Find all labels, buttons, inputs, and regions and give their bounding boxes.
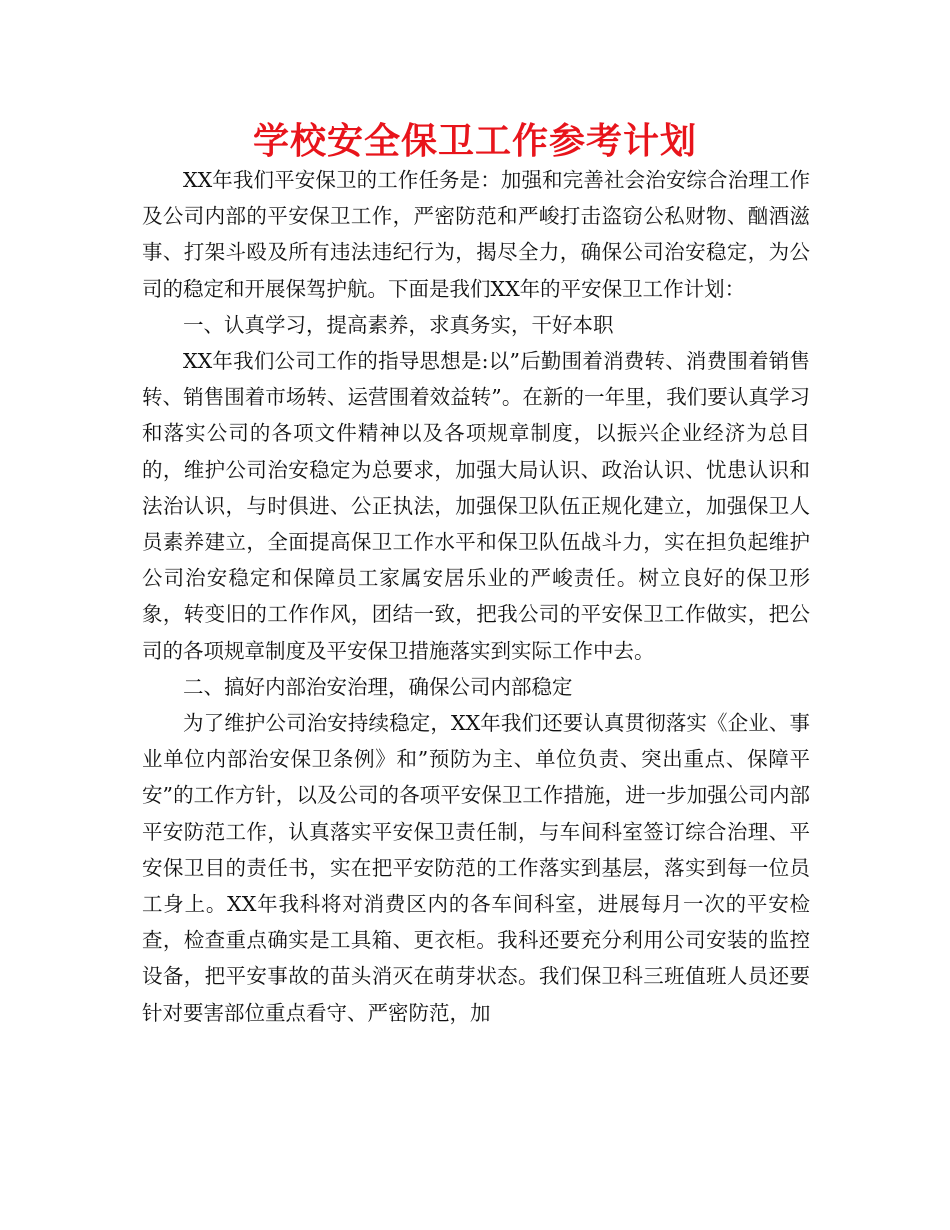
paragraph-intro: XX年我们平安保卫的工作任务是：加强和完善社会治安综合治理工作及公司内部的平安保卫工作，严密防范和严峻打击盗窃公私财物、酗酒滋事、打架斗殴及所有违法违纪行为，揭尽全力，确保公司治安稳定，为公司的稳定和开展保驾护航。下面是我们XX年的平安保卫工作计划： <box>142 168 810 301</box>
document-title: 学校安全保卫工作参考计划 <box>252 121 697 162</box>
section-heading-2: 二、搞好内部治安治理，确保公司内部稳定 <box>183 674 573 699</box>
section-heading-1: 一、认真学习，提高素养，求真务实，干好本职 <box>183 312 614 337</box>
paragraph-section-1: XX年我们公司工作的指导思想是:以”后勤围着消费转、消费围着销售转、销售围着市场转、运营围着效益转”。在新的一年里，我们要认真学习和落实公司的各项文件精神以及各项规章制度，以振兴企业经济为总目的，维护公司治安稳定为总要求，加强大局认识、政治认识、忧患认识和法治认识，与时俱进、公正执法，加强保卫队伍正规化建立，加强保卫人员素养建立，全面提高保卫工作水平和保卫队伍战斗力，实在担负起维护公司治安稳定和保障员工家属安居乐业的严峻责任。树立良好的保卫形象，转变旧的工作作风，团结一致，把我公司的平安保卫工作做实，把公司的各项规章制度及平安保卫措施落实到实际工作中去。 <box>142 349 810 663</box>
document-body <box>142 162 810 1031</box>
paragraph-section-2: 为了维护公司治安持续稳定，XX年我们还要认真贯彻落实《企业、事业单位内部治安保卫条例》和”预防为主、单位负责、突出重点、保障平安”的工作方针，以及公司的各项平安保卫工作措施，进一步加强公司内部平安防范工作，认真落实平安保卫责任制，与车间科室签订综合治理、平安保卫目的责任书，实在把平安防范的工作落实到基层，落实到每一位员工身上。XX年我科将对消费区内的各车间科室，进展每月一次的平安检查，检查重点确实是工具箱、更衣柜。我科还要充分利用公司安装的监控设备，把平安事故的苗头消灭在萌芽状态。我们保卫科三班值班人员还要针对要害部位重点看守、严密防范，加 <box>142 711 810 1025</box>
